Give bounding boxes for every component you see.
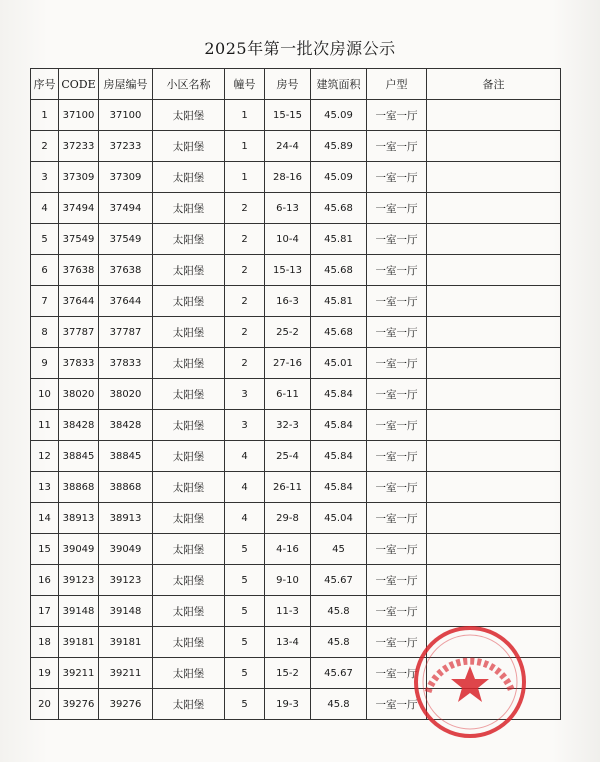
cell-community: 太阳堡	[153, 317, 225, 348]
cell-building: 2	[225, 224, 265, 255]
cell-room: 10-4	[265, 224, 311, 255]
header-community: 小区名称	[153, 69, 225, 100]
cell-code: 39148	[59, 596, 99, 627]
cell-community: 太阳堡	[153, 193, 225, 224]
cell-building: 4	[225, 472, 265, 503]
cell-remarks	[427, 317, 561, 348]
cell-building: 5	[225, 627, 265, 658]
cell-code: 38913	[59, 503, 99, 534]
cell-area: 45.8	[311, 689, 367, 720]
cell-house-number: 38913	[99, 503, 153, 534]
cell-room: 19-3	[265, 689, 311, 720]
cell-index: 10	[31, 379, 59, 410]
cell-remarks	[427, 224, 561, 255]
cell-code: 39123	[59, 565, 99, 596]
cell-layout: 一室一厅	[367, 472, 427, 503]
cell-building: 2	[225, 193, 265, 224]
cell-layout: 一室一厅	[367, 658, 427, 689]
cell-code: 38428	[59, 410, 99, 441]
cell-community: 太阳堡	[153, 100, 225, 131]
cell-code: 37638	[59, 255, 99, 286]
cell-area: 45.01	[311, 348, 367, 379]
cell-room: 6-11	[265, 379, 311, 410]
cell-remarks	[427, 503, 561, 534]
cell-room: 16-3	[265, 286, 311, 317]
cell-area: 45.8	[311, 596, 367, 627]
cell-building: 2	[225, 286, 265, 317]
header-room: 房号	[265, 69, 311, 100]
cell-index: 14	[31, 503, 59, 534]
cell-remarks	[427, 131, 561, 162]
cell-area: 45.67	[311, 565, 367, 596]
cell-house-number: 39148	[99, 596, 153, 627]
cell-layout: 一室一厅	[367, 348, 427, 379]
cell-index: 1	[31, 100, 59, 131]
cell-building: 2	[225, 317, 265, 348]
cell-area: 45.68	[311, 255, 367, 286]
cell-room: 11-3	[265, 596, 311, 627]
cell-area: 45.68	[311, 317, 367, 348]
table-row	[31, 472, 561, 503]
cell-house-number: 37494	[99, 193, 153, 224]
cell-index: 4	[31, 193, 59, 224]
cell-code: 38020	[59, 379, 99, 410]
cell-house-number: 37644	[99, 286, 153, 317]
cell-community: 太阳堡	[153, 689, 225, 720]
cell-code: 37787	[59, 317, 99, 348]
table-row	[31, 193, 561, 224]
cell-community: 太阳堡	[153, 658, 225, 689]
cell-house-number: 38020	[99, 379, 153, 410]
cell-remarks	[427, 100, 561, 131]
cell-community: 太阳堡	[153, 348, 225, 379]
cell-room: 6-13	[265, 193, 311, 224]
cell-house-number: 37638	[99, 255, 153, 286]
cell-community: 太阳堡	[153, 441, 225, 472]
cell-room: 29-8	[265, 503, 311, 534]
cell-remarks	[427, 286, 561, 317]
cell-community: 太阳堡	[153, 472, 225, 503]
cell-area: 45.09	[311, 162, 367, 193]
document-title: 2025年第一批次房源公示	[204, 39, 396, 58]
cell-room: 26-11	[265, 472, 311, 503]
cell-room: 13-4	[265, 627, 311, 658]
cell-building: 4	[225, 441, 265, 472]
cell-layout: 一室一厅	[367, 503, 427, 534]
table-row	[31, 317, 561, 348]
cell-building: 5	[225, 565, 265, 596]
cell-community: 太阳堡	[153, 379, 225, 410]
cell-layout: 一室一厅	[367, 286, 427, 317]
table-row	[31, 162, 561, 193]
cell-layout: 一室一厅	[367, 689, 427, 720]
cell-house-number: 37549	[99, 224, 153, 255]
cell-community: 太阳堡	[153, 410, 225, 441]
cell-remarks	[427, 689, 561, 720]
cell-area: 45.68	[311, 193, 367, 224]
cell-layout: 一室一厅	[367, 255, 427, 286]
cell-index: 13	[31, 472, 59, 503]
cell-room: 9-10	[265, 565, 311, 596]
cell-room: 4-16	[265, 534, 311, 565]
cell-remarks	[427, 410, 561, 441]
cell-house-number: 39181	[99, 627, 153, 658]
cell-building: 3	[225, 410, 265, 441]
cell-remarks	[427, 348, 561, 379]
cell-index: 17	[31, 596, 59, 627]
cell-room: 28-16	[265, 162, 311, 193]
cell-code: 37494	[59, 193, 99, 224]
cell-index: 20	[31, 689, 59, 720]
cell-building: 2	[225, 255, 265, 286]
cell-building: 1	[225, 131, 265, 162]
table-row	[31, 379, 561, 410]
header-area: 建筑面积	[311, 69, 367, 100]
cell-community: 太阳堡	[153, 534, 225, 565]
cell-remarks	[427, 627, 561, 658]
table-body	[31, 100, 561, 720]
cell-building: 3	[225, 379, 265, 410]
cell-community: 太阳堡	[153, 565, 225, 596]
cell-room: 25-2	[265, 317, 311, 348]
cell-house-number: 37233	[99, 131, 153, 162]
cell-building: 1	[225, 162, 265, 193]
cell-building: 4	[225, 503, 265, 534]
cell-index: 9	[31, 348, 59, 379]
cell-area: 45.67	[311, 658, 367, 689]
cell-community: 太阳堡	[153, 286, 225, 317]
cell-community: 太阳堡	[153, 627, 225, 658]
cell-layout: 一室一厅	[367, 224, 427, 255]
cell-area: 45.84	[311, 441, 367, 472]
cell-house-number: 38845	[99, 441, 153, 472]
cell-building: 5	[225, 658, 265, 689]
cell-area: 45.09	[311, 100, 367, 131]
cell-house-number: 37100	[99, 100, 153, 131]
cell-index: 7	[31, 286, 59, 317]
cell-layout: 一室一厅	[367, 627, 427, 658]
cell-building: 5	[225, 689, 265, 720]
cell-layout: 一室一厅	[367, 379, 427, 410]
cell-remarks	[427, 193, 561, 224]
cell-layout: 一室一厅	[367, 131, 427, 162]
cell-index: 18	[31, 627, 59, 658]
cell-code: 39181	[59, 627, 99, 658]
cell-index: 6	[31, 255, 59, 286]
cell-layout: 一室一厅	[367, 193, 427, 224]
table-row	[31, 224, 561, 255]
table-row	[31, 255, 561, 286]
cell-house-number: 39211	[99, 658, 153, 689]
cell-house-number: 37787	[99, 317, 153, 348]
cell-room: 24-4	[265, 131, 311, 162]
cell-layout: 一室一厅	[367, 596, 427, 627]
cell-layout: 一室一厅	[367, 565, 427, 596]
header-index: 序号	[31, 69, 59, 100]
cell-building: 5	[225, 596, 265, 627]
cell-house-number: 39276	[99, 689, 153, 720]
cell-area: 45.84	[311, 410, 367, 441]
cell-building: 1	[225, 100, 265, 131]
cell-layout: 一室一厅	[367, 534, 427, 565]
cell-layout: 一室一厅	[367, 100, 427, 131]
cell-index: 5	[31, 224, 59, 255]
cell-community: 太阳堡	[153, 162, 225, 193]
cell-community: 太阳堡	[153, 596, 225, 627]
cell-remarks	[427, 565, 561, 596]
header-building: 幢号	[225, 69, 265, 100]
cell-house-number: 37309	[99, 162, 153, 193]
table-header-row	[31, 69, 561, 100]
cell-layout: 一室一厅	[367, 410, 427, 441]
cell-building: 5	[225, 534, 265, 565]
table-row	[31, 627, 561, 658]
cell-area: 45.8	[311, 627, 367, 658]
cell-room: 15-2	[265, 658, 311, 689]
cell-house-number: 39049	[99, 534, 153, 565]
table-row	[31, 689, 561, 720]
cell-room: 27-16	[265, 348, 311, 379]
cell-code: 39049	[59, 534, 99, 565]
cell-index: 12	[31, 441, 59, 472]
cell-layout: 一室一厅	[367, 162, 427, 193]
cell-house-number: 38868	[99, 472, 153, 503]
cell-community: 太阳堡	[153, 224, 225, 255]
cell-index: 15	[31, 534, 59, 565]
cell-area: 45.81	[311, 224, 367, 255]
cell-index: 3	[31, 162, 59, 193]
cell-house-number: 38428	[99, 410, 153, 441]
cell-index: 2	[31, 131, 59, 162]
cell-community: 太阳堡	[153, 255, 225, 286]
cell-index: 11	[31, 410, 59, 441]
header-remarks: 备注	[427, 69, 561, 100]
cell-code: 38845	[59, 441, 99, 472]
cell-community: 太阳堡	[153, 131, 225, 162]
cell-index: 19	[31, 658, 59, 689]
cell-index: 8	[31, 317, 59, 348]
table-row	[31, 286, 561, 317]
table-row	[31, 503, 561, 534]
table-row	[31, 348, 561, 379]
header-house-number: 房屋编号	[99, 69, 153, 100]
cell-area: 45.89	[311, 131, 367, 162]
table-row	[31, 596, 561, 627]
housing-table	[30, 68, 561, 720]
cell-area: 45	[311, 534, 367, 565]
cell-remarks	[427, 255, 561, 286]
cell-remarks	[427, 534, 561, 565]
cell-code: 37644	[59, 286, 99, 317]
cell-remarks	[427, 472, 561, 503]
header-layout: 户型	[367, 69, 427, 100]
cell-room: 25-4	[265, 441, 311, 472]
cell-house-number: 39123	[99, 565, 153, 596]
cell-code: 39211	[59, 658, 99, 689]
cell-code: 38868	[59, 472, 99, 503]
cell-building: 2	[225, 348, 265, 379]
cell-area: 45.84	[311, 379, 367, 410]
table-row	[31, 441, 561, 472]
cell-area: 45.04	[311, 503, 367, 534]
cell-room: 32-3	[265, 410, 311, 441]
cell-room: 15-13	[265, 255, 311, 286]
cell-code: 37233	[59, 131, 99, 162]
table-row	[31, 565, 561, 596]
cell-code: 37309	[59, 162, 99, 193]
cell-code: 37100	[59, 100, 99, 131]
cell-index: 16	[31, 565, 59, 596]
cell-house-number: 37833	[99, 348, 153, 379]
header-code: CODE	[59, 69, 99, 100]
cell-code: 37549	[59, 224, 99, 255]
cell-community: 太阳堡	[153, 503, 225, 534]
cell-remarks	[427, 658, 561, 689]
cell-room: 15-15	[265, 100, 311, 131]
cell-remarks	[427, 441, 561, 472]
table-row	[31, 410, 561, 441]
table-row	[31, 100, 561, 131]
cell-remarks	[427, 379, 561, 410]
cell-remarks	[427, 162, 561, 193]
cell-layout: 一室一厅	[367, 317, 427, 348]
cell-remarks	[427, 596, 561, 627]
cell-area: 45.81	[311, 286, 367, 317]
table-row	[31, 658, 561, 689]
cell-code: 37833	[59, 348, 99, 379]
table-row	[31, 131, 561, 162]
cell-code: 39276	[59, 689, 99, 720]
cell-area: 45.84	[311, 472, 367, 503]
table-row	[31, 534, 561, 565]
cell-layout: 一室一厅	[367, 441, 427, 472]
